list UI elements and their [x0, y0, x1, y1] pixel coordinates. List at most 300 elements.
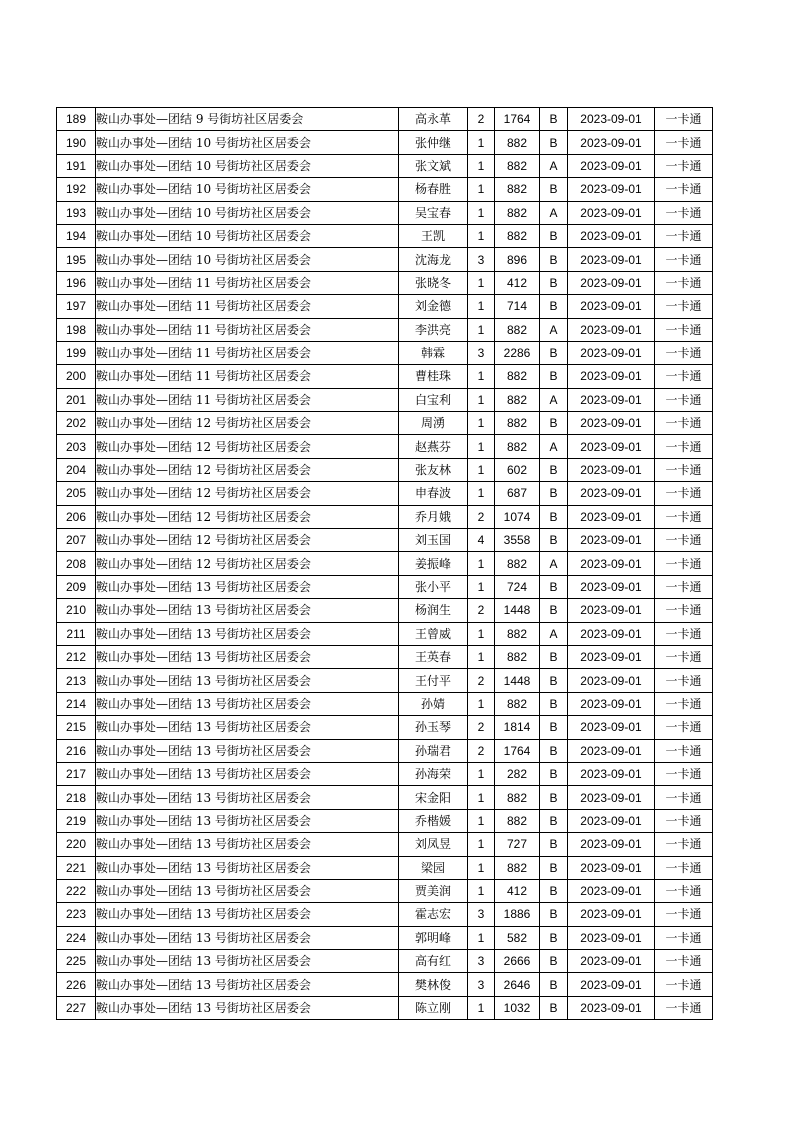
table-row: [57, 599, 713, 622]
unit-cell: 鞍山办事处—团结 13 号街坊社区居委会: [96, 645, 399, 668]
grade-cell: A: [540, 388, 568, 411]
name-cell: 张仲继: [399, 131, 468, 154]
date-cell: 2023-09-01: [568, 762, 655, 785]
count-cell: 1: [468, 388, 495, 411]
date-cell: 2023-09-01: [568, 505, 655, 528]
count-cell: 1: [468, 622, 495, 645]
grade-cell: B: [540, 295, 568, 318]
grade-cell: B: [540, 950, 568, 973]
unit-cell: 鞍山办事处—团结 13 号街坊社区居委会: [96, 879, 399, 902]
unit-cell: 鞍山办事处—团结 10 号街坊社区居委会: [96, 201, 399, 224]
date-cell: 2023-09-01: [568, 529, 655, 552]
payment-method-cell: 一卡通: [655, 575, 713, 598]
grade-cell: A: [540, 552, 568, 575]
payment-method-cell: 一卡通: [655, 529, 713, 552]
amount-cell: 882: [495, 645, 540, 668]
unit-cell: 鞍山办事处—团结 13 号街坊社区居委会: [96, 786, 399, 809]
amount-cell: 714: [495, 295, 540, 318]
grade-cell: B: [540, 575, 568, 598]
table-row: [57, 295, 713, 318]
unit-cell: 鞍山办事处—团结 13 号街坊社区居委会: [96, 809, 399, 832]
serial-number-cell: 209: [57, 575, 96, 598]
name-cell: 张小平: [399, 575, 468, 598]
grade-cell: B: [540, 856, 568, 879]
date-cell: 2023-09-01: [568, 973, 655, 996]
amount-cell: 727: [495, 833, 540, 856]
serial-number-cell: 204: [57, 458, 96, 481]
table-row: [57, 903, 713, 926]
name-cell: 霍志宏: [399, 903, 468, 926]
unit-cell: 鞍山办事处—团结 10 号街坊社区居委会: [96, 154, 399, 177]
amount-cell: 882: [495, 622, 540, 645]
count-cell: 1: [468, 833, 495, 856]
amount-cell: 282: [495, 762, 540, 785]
count-cell: 1: [468, 996, 495, 1019]
table-row: [57, 809, 713, 832]
payment-method-cell: 一卡通: [655, 271, 713, 294]
payment-method-cell: 一卡通: [655, 645, 713, 668]
count-cell: 2: [468, 108, 495, 131]
date-cell: 2023-09-01: [568, 201, 655, 224]
count-cell: 1: [468, 201, 495, 224]
count-cell: 1: [468, 482, 495, 505]
date-cell: 2023-09-01: [568, 950, 655, 973]
date-cell: 2023-09-01: [568, 716, 655, 739]
payment-method-cell: 一卡通: [655, 224, 713, 247]
unit-cell: 鞍山办事处—团结 10 号街坊社区居委会: [96, 224, 399, 247]
date-cell: 2023-09-01: [568, 154, 655, 177]
serial-number-cell: 221: [57, 856, 96, 879]
grade-cell: B: [540, 669, 568, 692]
table-body: [57, 108, 713, 1020]
name-cell: 姜振峰: [399, 552, 468, 575]
grade-cell: B: [540, 786, 568, 809]
grade-cell: B: [540, 599, 568, 622]
count-cell: 1: [468, 412, 495, 435]
date-cell: 2023-09-01: [568, 365, 655, 388]
grade-cell: B: [540, 482, 568, 505]
grade-cell: B: [540, 341, 568, 364]
table-row: [57, 388, 713, 411]
count-cell: 1: [468, 552, 495, 575]
name-cell: 孙海荣: [399, 762, 468, 785]
payment-method-cell: 一卡通: [655, 482, 713, 505]
unit-cell: 鞍山办事处—团结 11 号街坊社区居委会: [96, 341, 399, 364]
amount-cell: 882: [495, 552, 540, 575]
serial-number-cell: 200: [57, 365, 96, 388]
table-row: [57, 996, 713, 1019]
date-cell: 2023-09-01: [568, 248, 655, 271]
date-cell: 2023-09-01: [568, 786, 655, 809]
grade-cell: B: [540, 178, 568, 201]
serial-number-cell: 217: [57, 762, 96, 785]
serial-number-cell: 213: [57, 669, 96, 692]
name-cell: 乔楷媛: [399, 809, 468, 832]
serial-number-cell: 211: [57, 622, 96, 645]
name-cell: 杨润生: [399, 599, 468, 622]
payment-method-cell: 一卡通: [655, 248, 713, 271]
table-row: [57, 879, 713, 902]
date-cell: 2023-09-01: [568, 926, 655, 949]
date-cell: 2023-09-01: [568, 669, 655, 692]
payment-method-cell: 一卡通: [655, 950, 713, 973]
serial-number-cell: 197: [57, 295, 96, 318]
date-cell: 2023-09-01: [568, 412, 655, 435]
name-cell: 宋金阳: [399, 786, 468, 809]
date-cell: 2023-09-01: [568, 856, 655, 879]
name-cell: 沈海龙: [399, 248, 468, 271]
serial-number-cell: 191: [57, 154, 96, 177]
amount-cell: 602: [495, 458, 540, 481]
grade-cell: B: [540, 879, 568, 902]
unit-cell: 鞍山办事处—团结 13 号街坊社区居委会: [96, 575, 399, 598]
table-row: [57, 178, 713, 201]
amount-cell: 1814: [495, 716, 540, 739]
count-cell: 1: [468, 575, 495, 598]
name-cell: 郭明峰: [399, 926, 468, 949]
grade-cell: B: [540, 505, 568, 528]
table-row: [57, 224, 713, 247]
name-cell: 曹桂珠: [399, 365, 468, 388]
count-cell: 2: [468, 505, 495, 528]
payment-method-cell: 一卡通: [655, 178, 713, 201]
payment-method-cell: 一卡通: [655, 903, 713, 926]
table-row: [57, 458, 713, 481]
serial-number-cell: 201: [57, 388, 96, 411]
serial-number-cell: 223: [57, 903, 96, 926]
payment-method-cell: 一卡通: [655, 201, 713, 224]
unit-cell: 鞍山办事处—团结 13 号街坊社区居委会: [96, 996, 399, 1019]
count-cell: 4: [468, 529, 495, 552]
serial-number-cell: 220: [57, 833, 96, 856]
name-cell: 贾美润: [399, 879, 468, 902]
table-row: [57, 552, 713, 575]
serial-number-cell: 215: [57, 716, 96, 739]
payment-method-cell: 一卡通: [655, 692, 713, 715]
table-row: [57, 271, 713, 294]
allowance-roster-table: [56, 107, 713, 1020]
payment-method-cell: 一卡通: [655, 365, 713, 388]
unit-cell: 鞍山办事处—团结 13 号街坊社区居委会: [96, 599, 399, 622]
date-cell: 2023-09-01: [568, 996, 655, 1019]
count-cell: 1: [468, 692, 495, 715]
date-cell: 2023-09-01: [568, 903, 655, 926]
serial-number-cell: 189: [57, 108, 96, 131]
name-cell: 高永革: [399, 108, 468, 131]
date-cell: 2023-09-01: [568, 622, 655, 645]
grade-cell: B: [540, 973, 568, 996]
unit-cell: 鞍山办事处—团结 13 号街坊社区居委会: [96, 622, 399, 645]
name-cell: 孙瑞君: [399, 739, 468, 762]
name-cell: 韩霖: [399, 341, 468, 364]
table-row: [57, 973, 713, 996]
payment-method-cell: 一卡通: [655, 622, 713, 645]
amount-cell: 882: [495, 692, 540, 715]
table-row: [57, 762, 713, 785]
payment-method-cell: 一卡通: [655, 131, 713, 154]
name-cell: 张文斌: [399, 154, 468, 177]
grade-cell: B: [540, 645, 568, 668]
name-cell: 乔月娥: [399, 505, 468, 528]
count-cell: 1: [468, 154, 495, 177]
table-row: [57, 786, 713, 809]
payment-method-cell: 一卡通: [655, 973, 713, 996]
count-cell: 1: [468, 762, 495, 785]
amount-cell: 882: [495, 786, 540, 809]
amount-cell: 687: [495, 482, 540, 505]
payment-method-cell: 一卡通: [655, 295, 713, 318]
serial-number-cell: 193: [57, 201, 96, 224]
amount-cell: 1886: [495, 903, 540, 926]
amount-cell: 882: [495, 412, 540, 435]
name-cell: 王凯: [399, 224, 468, 247]
table-row: [57, 318, 713, 341]
table-row: [57, 154, 713, 177]
payment-method-cell: 一卡通: [655, 552, 713, 575]
amount-cell: 882: [495, 131, 540, 154]
count-cell: 1: [468, 435, 495, 458]
payment-method-cell: 一卡通: [655, 599, 713, 622]
count-cell: 2: [468, 716, 495, 739]
table-row: [57, 365, 713, 388]
payment-method-cell: 一卡通: [655, 833, 713, 856]
grade-cell: B: [540, 692, 568, 715]
serial-number-cell: 214: [57, 692, 96, 715]
name-cell: 王曾威: [399, 622, 468, 645]
name-cell: 白宝利: [399, 388, 468, 411]
unit-cell: 鞍山办事处—团结 13 号街坊社区居委会: [96, 950, 399, 973]
name-cell: 梁园: [399, 856, 468, 879]
name-cell: 陈立刚: [399, 996, 468, 1019]
payment-method-cell: 一卡通: [655, 669, 713, 692]
amount-cell: 1448: [495, 669, 540, 692]
date-cell: 2023-09-01: [568, 833, 655, 856]
amount-cell: 412: [495, 271, 540, 294]
unit-cell: 鞍山办事处—团结 12 号街坊社区居委会: [96, 435, 399, 458]
count-cell: 3: [468, 903, 495, 926]
unit-cell: 鞍山办事处—团结 13 号街坊社区居委会: [96, 903, 399, 926]
payment-method-cell: 一卡通: [655, 341, 713, 364]
serial-number-cell: 195: [57, 248, 96, 271]
grade-cell: B: [540, 458, 568, 481]
payment-method-cell: 一卡通: [655, 412, 713, 435]
name-cell: 周湧: [399, 412, 468, 435]
date-cell: 2023-09-01: [568, 224, 655, 247]
payment-method-cell: 一卡通: [655, 716, 713, 739]
unit-cell: 鞍山办事处—团结 12 号街坊社区居委会: [96, 529, 399, 552]
table-row: [57, 131, 713, 154]
unit-cell: 鞍山办事处—团结 10 号街坊社区居委会: [96, 131, 399, 154]
count-cell: 1: [468, 318, 495, 341]
table-row: [57, 575, 713, 598]
count-cell: 1: [468, 645, 495, 668]
serial-number-cell: 196: [57, 271, 96, 294]
grade-cell: B: [540, 996, 568, 1019]
count-cell: 3: [468, 341, 495, 364]
unit-cell: 鞍山办事处—团结 12 号街坊社区居委会: [96, 482, 399, 505]
unit-cell: 鞍山办事处—团结 11 号街坊社区居委会: [96, 318, 399, 341]
table-row: [57, 482, 713, 505]
serial-number-cell: 210: [57, 599, 96, 622]
table-row: [57, 856, 713, 879]
table-row: [57, 622, 713, 645]
serial-number-cell: 208: [57, 552, 96, 575]
grade-cell: A: [540, 154, 568, 177]
name-cell: 刘金德: [399, 295, 468, 318]
date-cell: 2023-09-01: [568, 131, 655, 154]
serial-number-cell: 219: [57, 809, 96, 832]
count-cell: 1: [468, 458, 495, 481]
amount-cell: 882: [495, 809, 540, 832]
count-cell: 2: [468, 739, 495, 762]
count-cell: 1: [468, 809, 495, 832]
table-row: [57, 201, 713, 224]
table-row: [57, 248, 713, 271]
grade-cell: A: [540, 622, 568, 645]
name-cell: 赵燕芬: [399, 435, 468, 458]
payment-method-cell: 一卡通: [655, 318, 713, 341]
payment-method-cell: 一卡通: [655, 856, 713, 879]
count-cell: 1: [468, 879, 495, 902]
date-cell: 2023-09-01: [568, 575, 655, 598]
name-cell: 刘玉国: [399, 529, 468, 552]
serial-number-cell: 203: [57, 435, 96, 458]
amount-cell: 2286: [495, 341, 540, 364]
name-cell: 张友林: [399, 458, 468, 481]
grade-cell: A: [540, 435, 568, 458]
grade-cell: B: [540, 412, 568, 435]
serial-number-cell: 205: [57, 482, 96, 505]
name-cell: 李洪亮: [399, 318, 468, 341]
amount-cell: 2666: [495, 950, 540, 973]
payment-method-cell: 一卡通: [655, 388, 713, 411]
count-cell: 1: [468, 926, 495, 949]
date-cell: 2023-09-01: [568, 552, 655, 575]
grade-cell: B: [540, 903, 568, 926]
unit-cell: 鞍山办事处—团结 11 号街坊社区居委会: [96, 271, 399, 294]
grade-cell: B: [540, 762, 568, 785]
table-row: [57, 739, 713, 762]
count-cell: 2: [468, 669, 495, 692]
amount-cell: 2646: [495, 973, 540, 996]
date-cell: 2023-09-01: [568, 809, 655, 832]
serial-number-cell: 207: [57, 529, 96, 552]
grade-cell: B: [540, 248, 568, 271]
unit-cell: 鞍山办事处—团结 13 号街坊社区居委会: [96, 692, 399, 715]
count-cell: 1: [468, 365, 495, 388]
payment-method-cell: 一卡通: [655, 435, 713, 458]
table-row: [57, 435, 713, 458]
amount-cell: 882: [495, 388, 540, 411]
table-row: [57, 950, 713, 973]
grade-cell: B: [540, 739, 568, 762]
grade-cell: B: [540, 833, 568, 856]
amount-cell: 882: [495, 224, 540, 247]
date-cell: 2023-09-01: [568, 879, 655, 902]
date-cell: 2023-09-01: [568, 108, 655, 131]
date-cell: 2023-09-01: [568, 388, 655, 411]
count-cell: 1: [468, 295, 495, 318]
table-row: [57, 341, 713, 364]
unit-cell: 鞍山办事处—团结 10 号街坊社区居委会: [96, 248, 399, 271]
unit-cell: 鞍山办事处—团结 13 号街坊社区居委会: [96, 762, 399, 785]
amount-cell: 1074: [495, 505, 540, 528]
grade-cell: B: [540, 529, 568, 552]
grade-cell: B: [540, 271, 568, 294]
serial-number-cell: 190: [57, 131, 96, 154]
payment-method-cell: 一卡通: [655, 154, 713, 177]
serial-number-cell: 194: [57, 224, 96, 247]
unit-cell: 鞍山办事处—团结 13 号街坊社区居委会: [96, 856, 399, 879]
unit-cell: 鞍山办事处—团结 13 号街坊社区居委会: [96, 739, 399, 762]
table-row: [57, 833, 713, 856]
unit-cell: 鞍山办事处—团结 11 号街坊社区居委会: [96, 388, 399, 411]
unit-cell: 鞍山办事处—团结 13 号街坊社区居委会: [96, 973, 399, 996]
unit-cell: 鞍山办事处—团结 12 号街坊社区居委会: [96, 505, 399, 528]
table-row: [57, 645, 713, 668]
payment-method-cell: 一卡通: [655, 739, 713, 762]
date-cell: 2023-09-01: [568, 599, 655, 622]
count-cell: 1: [468, 786, 495, 809]
name-cell: 申春波: [399, 482, 468, 505]
unit-cell: 鞍山办事处—团结 11 号街坊社区居委会: [96, 295, 399, 318]
amount-cell: 882: [495, 435, 540, 458]
unit-cell: 鞍山办事处—团结 13 号街坊社区居委会: [96, 833, 399, 856]
date-cell: 2023-09-01: [568, 178, 655, 201]
count-cell: 3: [468, 248, 495, 271]
serial-number-cell: 216: [57, 739, 96, 762]
unit-cell: 鞍山办事处—团结 12 号街坊社区居委会: [96, 412, 399, 435]
payment-method-cell: 一卡通: [655, 505, 713, 528]
name-cell: 高有红: [399, 950, 468, 973]
table-row: [57, 692, 713, 715]
amount-cell: 882: [495, 856, 540, 879]
count-cell: 1: [468, 131, 495, 154]
unit-cell: 鞍山办事处—团结 10 号街坊社区居委会: [96, 178, 399, 201]
name-cell: 樊林俊: [399, 973, 468, 996]
grade-cell: B: [540, 809, 568, 832]
amount-cell: 882: [495, 365, 540, 388]
count-cell: 3: [468, 950, 495, 973]
date-cell: 2023-09-01: [568, 458, 655, 481]
serial-number-cell: 227: [57, 996, 96, 1019]
table-row: [57, 716, 713, 739]
grade-cell: B: [540, 108, 568, 131]
date-cell: 2023-09-01: [568, 318, 655, 341]
date-cell: 2023-09-01: [568, 482, 655, 505]
serial-number-cell: 198: [57, 318, 96, 341]
name-cell: 王付平: [399, 669, 468, 692]
serial-number-cell: 199: [57, 341, 96, 364]
count-cell: 3: [468, 973, 495, 996]
table-row: [57, 529, 713, 552]
name-cell: 张晓冬: [399, 271, 468, 294]
table-row: [57, 669, 713, 692]
payment-method-cell: 一卡通: [655, 108, 713, 131]
payment-method-cell: 一卡通: [655, 926, 713, 949]
amount-cell: 724: [495, 575, 540, 598]
name-cell: 孙玉琴: [399, 716, 468, 739]
date-cell: 2023-09-01: [568, 739, 655, 762]
payment-method-cell: 一卡通: [655, 996, 713, 1019]
payment-method-cell: 一卡通: [655, 458, 713, 481]
grade-cell: B: [540, 365, 568, 388]
amount-cell: 1032: [495, 996, 540, 1019]
unit-cell: 鞍山办事处—团结 9 号街坊社区居委会: [96, 108, 399, 131]
unit-cell: 鞍山办事处—团结 13 号街坊社区居委会: [96, 716, 399, 739]
amount-cell: 882: [495, 154, 540, 177]
unit-cell: 鞍山办事处—团结 12 号街坊社区居委会: [96, 552, 399, 575]
